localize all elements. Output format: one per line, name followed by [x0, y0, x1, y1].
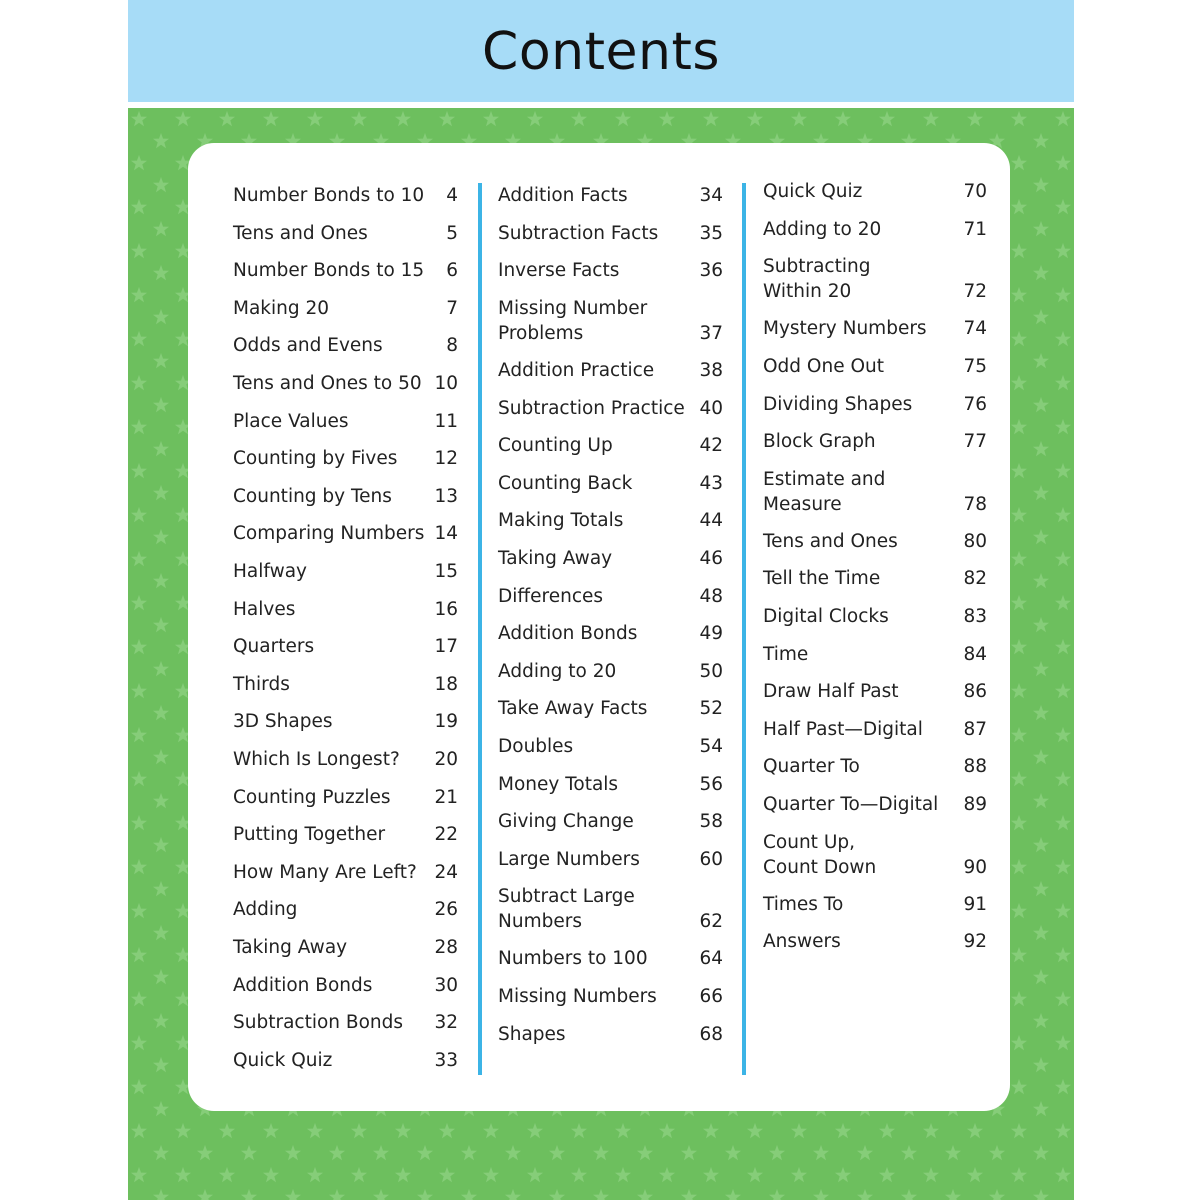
toc-entry-title: Count Up, Count Down — [763, 831, 877, 878]
toc-entry — [233, 521, 458, 546]
toc-entry-page-number: 20 — [434, 749, 458, 770]
toc-entry-page-number: 49 — [699, 623, 723, 645]
toc-entry — [233, 822, 458, 847]
toc-entry — [498, 183, 723, 208]
toc-entry-title: Number Bonds to 10 — [233, 185, 425, 206]
toc-entry-title: Taking Away — [233, 937, 348, 958]
toc-entry — [498, 508, 723, 533]
toc-entry — [498, 584, 723, 609]
toc-entry-page-number: 72 — [963, 281, 987, 303]
toc-entry — [498, 433, 723, 458]
toc-entry — [763, 642, 987, 667]
toc-entry-title: Digital Clocks — [763, 606, 889, 627]
toc-entry-title: Quarter To—Digital — [763, 794, 939, 815]
toc-entry — [763, 830, 987, 880]
toc-entry-title: Counting by Fives — [233, 448, 398, 470]
toc-entry-page-number: 16 — [434, 598, 458, 620]
toc-entry-title: Addition Bonds — [233, 974, 373, 996]
toc-entry-page-number: 12 — [434, 448, 458, 470]
toc-entry-title: 3D Shapes — [233, 711, 333, 733]
toc-entry — [498, 772, 723, 797]
toc-entry-title: Missing Numbers — [498, 986, 657, 1007]
toc-entry-title: Counting Up — [498, 435, 613, 457]
toc-entry — [498, 847, 723, 872]
toc-entry — [233, 221, 458, 246]
toc-entry-page-number: 19 — [434, 711, 458, 733]
toc-entry-title: Taking Away — [498, 547, 613, 569]
toc-entry — [498, 471, 723, 496]
toc-entry-page-number: 35 — [699, 222, 723, 244]
toc-entry — [498, 659, 723, 684]
toc-entry-title: Counting Puzzles — [233, 786, 391, 808]
toc-entry-page-number: 70 — [963, 181, 987, 202]
toc-entry-title: Addition Practice — [498, 359, 655, 381]
toc-entry-title: Half Past—Digital — [763, 718, 923, 740]
toc-entry — [233, 333, 458, 358]
toc-entry-page-number: 40 — [699, 397, 723, 419]
toc-entry — [498, 696, 723, 721]
toc-entry-page-number: 7 — [446, 297, 458, 319]
contents-card — [188, 143, 1010, 1111]
toc-entry-title: Making 20 — [233, 297, 330, 319]
toc-entry — [498, 396, 723, 421]
toc-entry-page-number: 17 — [434, 636, 458, 658]
toc-entry-page-number: 42 — [699, 435, 723, 457]
toc-entry-title: Take Away Facts — [498, 698, 648, 720]
column-divider — [742, 183, 746, 1075]
toc-entry — [763, 316, 987, 341]
toc-entry-title: Putting Together — [233, 824, 386, 846]
toc-entry — [763, 392, 987, 417]
toc-entry-title: Quick Quiz — [233, 1049, 333, 1071]
toc-entry — [498, 621, 723, 646]
toc-entry-title: Odd One Out — [763, 355, 885, 377]
toc-entry-page-number: 48 — [699, 585, 723, 607]
toc-entry-title: Dividing Shapes — [763, 393, 913, 415]
toc-entry-title: Which Is Longest? — [233, 749, 400, 770]
toc-entry-page-number: 34 — [699, 185, 723, 206]
toc-entry-page-number: 18 — [434, 673, 458, 695]
toc-entry — [763, 717, 987, 742]
toc-entry-page-number: 11 — [434, 410, 458, 432]
toc-entry — [763, 754, 987, 779]
toc-entry — [763, 429, 987, 454]
toc-entry-title: Giving Change — [498, 811, 634, 833]
toc-entry-title: Quarter To — [763, 756, 860, 778]
toc-entry-page-number: 66 — [699, 986, 723, 1007]
toc-entry-title: Comparing Numbers — [233, 523, 425, 545]
toc-entry-title: Shapes — [498, 1023, 566, 1045]
toc-entry-title: Subtracting Within 20 — [763, 256, 871, 303]
header-banner — [128, 0, 1074, 108]
toc-entry-title: Quarters — [233, 636, 315, 658]
toc-entry — [233, 747, 458, 772]
toc-entry — [233, 559, 458, 584]
toc-entry — [233, 672, 458, 697]
toc-entry — [498, 1022, 723, 1047]
toc-entry — [763, 929, 987, 954]
toc-entry-title: Large Numbers — [498, 848, 640, 870]
toc-entry-page-number: 14 — [434, 523, 458, 545]
toc-entry — [233, 258, 458, 283]
toc-entry-page-number: 13 — [434, 485, 458, 507]
toc-entry-page-number: 62 — [699, 911, 723, 933]
toc-entry — [233, 935, 458, 960]
toc-entry — [233, 860, 458, 885]
toc-entry — [498, 296, 723, 346]
toc-entry-page-number: 74 — [963, 318, 987, 340]
toc-entry — [763, 529, 987, 554]
toc-entry-title: Inverse Facts — [498, 260, 620, 282]
toc-entry-title: Quick Quiz — [763, 181, 863, 202]
toc-entry-page-number: 4 — [446, 185, 458, 206]
toc-entry — [233, 897, 458, 922]
toc-entry-title: Odds and Evens — [233, 335, 383, 357]
toc-entry-page-number: 84 — [963, 643, 987, 665]
toc-entry-title: Mystery Numbers — [763, 318, 927, 340]
toc-entry-page-number: 10 — [434, 373, 458, 394]
toc-entry-title: Answers — [763, 931, 841, 953]
toc-entry-page-number: 64 — [699, 948, 723, 970]
toc-entry-page-number: 44 — [699, 510, 723, 532]
toc-entry — [233, 1010, 458, 1035]
toc-entry-page-number: 88 — [963, 756, 987, 778]
toc-entry-page-number: 89 — [963, 794, 987, 815]
toc-entry — [763, 217, 987, 242]
toc-entry-page-number: 37 — [699, 322, 723, 344]
toc-entry-title: Counting Back — [498, 472, 633, 494]
toc-entry — [498, 546, 723, 571]
toc-entry — [233, 484, 458, 509]
toc-entry-page-number: 54 — [699, 735, 723, 757]
toc-entry-page-number: 32 — [434, 1012, 458, 1034]
page-title: Contents — [482, 22, 720, 82]
toc-entry — [763, 467, 987, 517]
contents-page — [128, 0, 1074, 1200]
toc-entry — [233, 296, 458, 321]
toc-entry — [763, 604, 987, 629]
toc-entry-page-number: 71 — [963, 218, 987, 240]
toc-entry — [498, 358, 723, 383]
toc-entry — [233, 973, 458, 998]
toc-entry-page-number: 60 — [699, 848, 723, 870]
toc-entry-page-number: 33 — [434, 1049, 458, 1071]
toc-entry — [763, 179, 987, 204]
toc-entry-page-number: 24 — [434, 861, 458, 883]
toc-entry-title: Numbers to 100 — [498, 948, 648, 970]
toc-entry-page-number: 8 — [446, 335, 458, 357]
toc-entry-page-number: 58 — [699, 811, 723, 833]
toc-entry-page-number: 76 — [963, 393, 987, 415]
toc-entry-page-number: 78 — [963, 493, 987, 515]
toc-entry-page-number: 15 — [434, 561, 458, 582]
toc-entry-title: Counting by Tens — [233, 485, 392, 507]
toc-entry-title: Place Values — [233, 410, 349, 432]
toc-entry-page-number: 30 — [434, 974, 458, 996]
toc-entry — [498, 984, 723, 1009]
toc-entry — [233, 597, 458, 622]
toc-entry-page-number: 28 — [434, 937, 458, 958]
toc-entry — [233, 785, 458, 810]
toc-entry — [498, 946, 723, 971]
toc-entry-page-number: 21 — [434, 786, 458, 808]
toc-entry-page-number: 77 — [963, 431, 987, 453]
toc-entry-title: Tens and Ones — [763, 530, 898, 552]
toc-entry-title: Tell the Time — [763, 568, 881, 590]
toc-entry-title: Time — [763, 643, 809, 665]
toc-entry-title: Making Totals — [498, 510, 624, 532]
toc-entry-page-number: 83 — [963, 606, 987, 627]
toc-entry — [498, 258, 723, 283]
toc-entry-title: How Many Are Left? — [233, 861, 417, 883]
toc-entry — [233, 371, 458, 396]
toc-entry — [498, 884, 723, 934]
toc-entry-page-number: 80 — [963, 530, 987, 552]
toc-entry-page-number: 86 — [963, 681, 987, 703]
toc-entry-page-number: 36 — [699, 260, 723, 282]
toc-entry — [233, 709, 458, 734]
toc-entry — [498, 221, 723, 246]
toc-entry-title: Thirds — [233, 673, 290, 695]
toc-entry-page-number: 22 — [434, 824, 458, 846]
toc-entry-title: Number Bonds to 15 — [233, 260, 425, 282]
toc-entry-page-number: 43 — [699, 472, 723, 494]
toc-entry-page-number: 87 — [963, 718, 987, 740]
column-divider — [478, 183, 482, 1075]
toc-entry-page-number: 5 — [446, 222, 458, 244]
toc-entry — [233, 446, 458, 471]
toc-entry-title: Doubles — [498, 735, 574, 757]
toc-entry-page-number: 90 — [963, 856, 987, 878]
toc-entry-title: Draw Half Past — [763, 681, 899, 703]
toc-entry-title: Times To — [763, 893, 844, 915]
toc-entry-title: Halfway — [233, 561, 307, 582]
toc-entry-page-number: 56 — [699, 773, 723, 795]
toc-entry-title: Adding to 20 — [763, 218, 882, 240]
toc-entry-title: Subtraction Bonds — [233, 1012, 404, 1034]
toc-entry-page-number: 92 — [963, 931, 987, 953]
toc-entry-title: Differences — [498, 585, 604, 607]
toc-entry-page-number: 6 — [446, 260, 458, 282]
toc-entry-page-number: 38 — [699, 359, 723, 381]
toc-entry-page-number: 68 — [699, 1023, 723, 1045]
toc-entry-title: Subtract Large Numbers — [498, 886, 635, 933]
toc-entry — [498, 734, 723, 759]
toc-entry — [233, 409, 458, 434]
toc-entry-page-number: 26 — [434, 899, 458, 921]
toc-entry-title: Money Totals — [498, 773, 619, 795]
toc-entry-page-number: 50 — [699, 660, 723, 682]
toc-entry-title: Adding — [233, 899, 298, 921]
toc-entry — [763, 354, 987, 379]
toc-entry — [763, 679, 987, 704]
toc-entry-page-number: 52 — [699, 698, 723, 720]
toc-entry — [763, 892, 987, 917]
toc-entry — [233, 1048, 458, 1073]
toc-entry — [498, 809, 723, 834]
toc-entry — [233, 634, 458, 659]
toc-entry-title: Addition Facts — [498, 185, 628, 206]
toc-entry-title: Subtraction Facts — [498, 222, 659, 244]
toc-entry — [763, 792, 987, 817]
toc-entry-title: Block Graph — [763, 431, 876, 453]
toc-entry-page-number: 82 — [963, 568, 987, 590]
toc-entry — [233, 183, 458, 208]
toc-entry-title: Tens and Ones to 50 — [233, 373, 422, 394]
toc-entry-page-number: 46 — [699, 547, 723, 569]
toc-entry-title: Halves — [233, 598, 296, 620]
toc-entry — [763, 254, 987, 304]
toc-entry-page-number: 91 — [963, 893, 987, 915]
toc-entry-title: Tens and Ones — [233, 222, 368, 244]
toc-entry-page-number: 75 — [963, 355, 987, 377]
toc-entry-title: Estimate and Measure — [763, 468, 886, 515]
toc-entry-title: Addition Bonds — [498, 623, 638, 645]
toc-entry-title: Missing Number Problems — [498, 297, 648, 344]
toc-entry — [763, 566, 987, 591]
toc-entry-title: Subtraction Practice — [498, 397, 685, 419]
toc-entry-title: Adding to 20 — [498, 660, 617, 682]
